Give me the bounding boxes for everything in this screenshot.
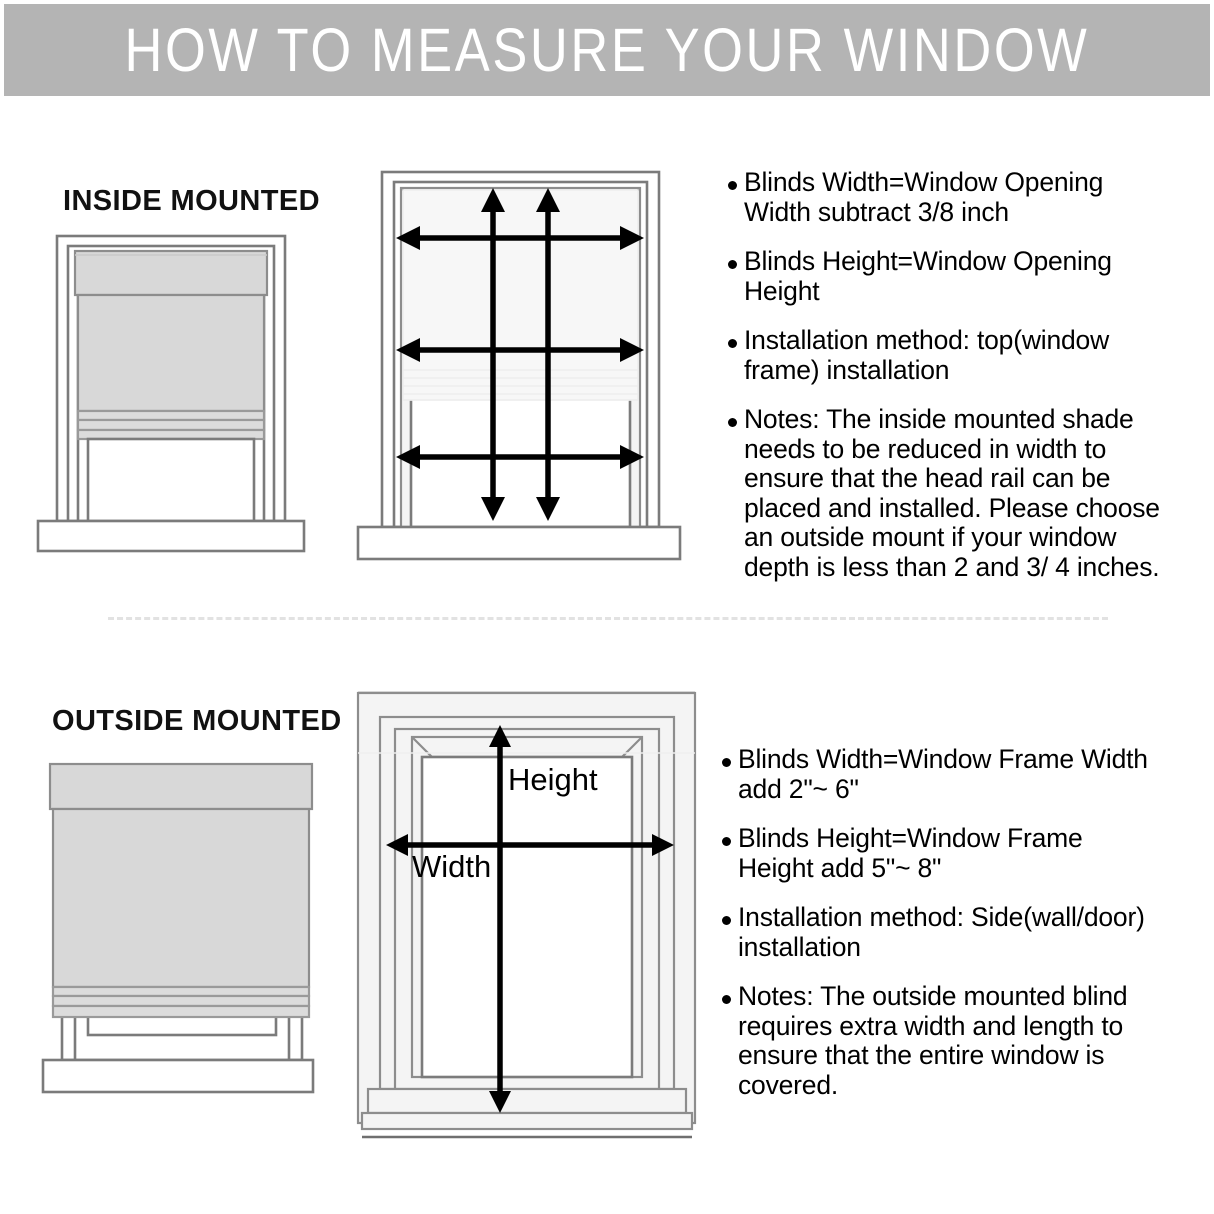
shade-band-1 xyxy=(78,411,264,420)
bullet-dot-icon xyxy=(728,418,737,427)
bullet-text: Blinds Height=Window Frame Height add 5"~ 8" xyxy=(738,823,1083,883)
bullet-dot-icon xyxy=(722,837,731,846)
ghost-shade-body xyxy=(403,190,638,400)
bullet-text: Installation method: Side(wall/door) installation xyxy=(738,902,1145,962)
section-heading-inside: INSIDE MOUNTED xyxy=(63,185,320,217)
outside-mounted-blind-illustration xyxy=(35,760,335,1110)
list-item xyxy=(722,824,1162,883)
outside-mounted-bullet-list xyxy=(722,745,1162,1100)
width-label: Width xyxy=(412,849,492,884)
inside-blind-svg xyxy=(30,230,330,560)
outside-blind-svg xyxy=(35,760,335,1105)
list-item xyxy=(728,405,1168,582)
shade-body xyxy=(53,809,309,987)
sill-lower xyxy=(362,1113,692,1129)
bullet-dot-icon xyxy=(722,995,731,1004)
window-sill xyxy=(358,527,680,559)
outside-mounted-measure-diagram xyxy=(350,685,710,1150)
window-sill xyxy=(43,1060,313,1092)
section-divider xyxy=(108,617,1108,620)
shade-band-1 xyxy=(53,987,309,996)
bullet-text: Blinds Width=Window Opening Width subtract 3/8 inch xyxy=(744,167,1104,227)
window-sill xyxy=(38,521,304,551)
bullet-dot-icon xyxy=(728,181,737,190)
list-item xyxy=(728,168,1168,227)
bullet-text: Blinds Width=Window Frame Width add 2"~ 6" xyxy=(738,744,1148,804)
list-item xyxy=(728,247,1168,306)
bullet-dot-icon xyxy=(722,758,731,767)
outside-measure-svg xyxy=(350,685,710,1145)
bullet-dot-icon xyxy=(728,339,737,348)
shade-band-2 xyxy=(53,996,309,1006)
shade-band-2 xyxy=(78,420,264,430)
bullet-text: Notes: The inside mounted shade needs to be reduced in width to ensure that the head rail can be placed and installed. Please choose an outside mount if your window depth is less than 2 and 3/ 4 inches. xyxy=(744,404,1160,583)
sill-upper xyxy=(368,1089,686,1113)
bullet-text: Installation method: top(window frame) installation xyxy=(744,325,1110,385)
inside-mounted-measure-diagram xyxy=(350,160,690,575)
header-banner xyxy=(4,4,1210,96)
bullet-dot-icon xyxy=(722,916,731,925)
list-item xyxy=(728,326,1168,385)
height-label: Height xyxy=(508,762,598,797)
shade-body xyxy=(78,295,264,411)
list-item xyxy=(722,903,1162,962)
shade-head-rail xyxy=(75,251,267,295)
lower-sash xyxy=(88,439,254,521)
inside-mounted-blind-illustration xyxy=(30,230,330,565)
bullet-dot-icon xyxy=(728,260,737,269)
section-heading-outside: OUTSIDE MOUNTED xyxy=(52,705,342,737)
shade-bottom-rail xyxy=(78,430,264,439)
sash-glass xyxy=(422,757,632,1077)
bullet-text: Notes: The outside mounted blind requires extra width and length to ensure that the entire window is covered. xyxy=(738,981,1128,1100)
page-title: HOW TO MEASURE YOUR WINDOW xyxy=(124,15,1090,84)
list-item xyxy=(722,745,1162,804)
list-item xyxy=(722,982,1162,1100)
shade-head-rail xyxy=(50,764,312,809)
inside-mounted-bullet-list xyxy=(728,168,1168,583)
shade-bottom-rail xyxy=(53,1006,309,1017)
bullet-text: Blinds Height=Window Opening Height xyxy=(744,246,1112,306)
inside-measure-svg xyxy=(350,160,690,570)
